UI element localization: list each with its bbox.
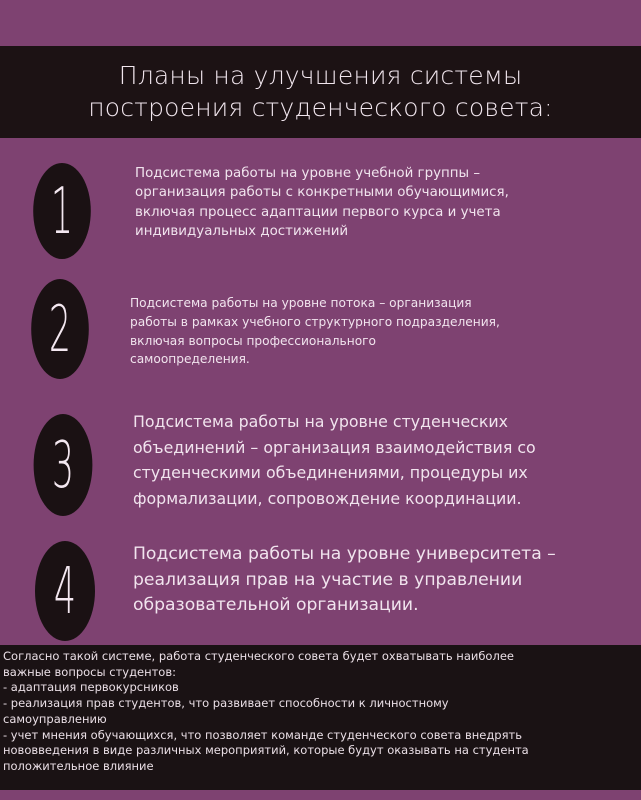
summary-line-3: - адаптация первокурсников xyxy=(3,680,179,695)
item-3-line-3: студенческими объединениями, процедуры их xyxy=(133,463,528,482)
item-4-line-3: образовательной организации. xyxy=(133,595,419,615)
summary-box xyxy=(0,645,641,790)
number-1: 1 xyxy=(50,173,74,249)
summary-line-6: - учет мнения обучающихся, что позволяет команде студенческого совета внедрять xyxy=(3,727,522,742)
item-2-line-4: самоопределения. xyxy=(130,352,250,367)
page-title-line-2: построения студенческого совета: xyxy=(88,93,553,122)
number-circle-3 xyxy=(34,414,93,516)
number-4: 4 xyxy=(53,553,77,629)
number-3: 3 xyxy=(51,427,75,503)
summary-line-8: положительное влияние xyxy=(3,758,154,773)
item-4-line-2: реализация прав на участие в управлении xyxy=(133,569,523,590)
item-4-text xyxy=(133,542,556,619)
item-2-line-3: включая вопросы профессионального xyxy=(130,333,377,348)
summary-line-2: важные вопросы студентов: xyxy=(3,664,176,679)
number-circle-1 xyxy=(33,163,91,259)
number-circle-2 xyxy=(31,279,89,379)
page-title-line-1: Планы на улучшения системы xyxy=(118,61,523,90)
summary-line-4: - реализация прав студентов, что развивает способности к личностному xyxy=(3,696,449,711)
item-2-text xyxy=(130,294,500,369)
number-circle-4 xyxy=(35,541,95,641)
item-2-line-2: работы в рамках учебного структурного подразделения, xyxy=(130,314,500,329)
item-3-line-2: объединений – организация взаимодействия со xyxy=(133,437,536,457)
item-3-text xyxy=(133,409,536,511)
item-3-line-1: Подсистема работы на уровне студенческих xyxy=(133,412,508,431)
item-3-line-4: формализации, сопровождение координации. xyxy=(133,488,522,508)
item-1-text xyxy=(135,164,509,241)
summary-line-7: нововведения в виде различных мероприятий, которые будут оказывать на студента xyxy=(3,743,529,758)
item-1-line-1: Подсистема работы на уровне учебной группы – xyxy=(135,166,481,181)
item-4-line-1: Подсистема работы на уровне университета – xyxy=(133,544,556,564)
item-2-line-1: Подсистема работы на уровне потока – организация xyxy=(130,296,472,310)
title-band xyxy=(0,46,641,138)
item-1-line-3: включая процесс адаптации первого курса и учета xyxy=(135,204,501,220)
item-1-line-4: индивидуальных достижений xyxy=(135,223,349,239)
summary-line-5: самоуправлению xyxy=(3,711,107,726)
summary-line-1: Согласно такой системе, работа студенческого совета будет охватывать наиболее xyxy=(3,649,514,663)
number-2: 2 xyxy=(48,291,72,367)
item-1-line-2: организация работы с конкретными обучающимися, xyxy=(135,185,509,201)
